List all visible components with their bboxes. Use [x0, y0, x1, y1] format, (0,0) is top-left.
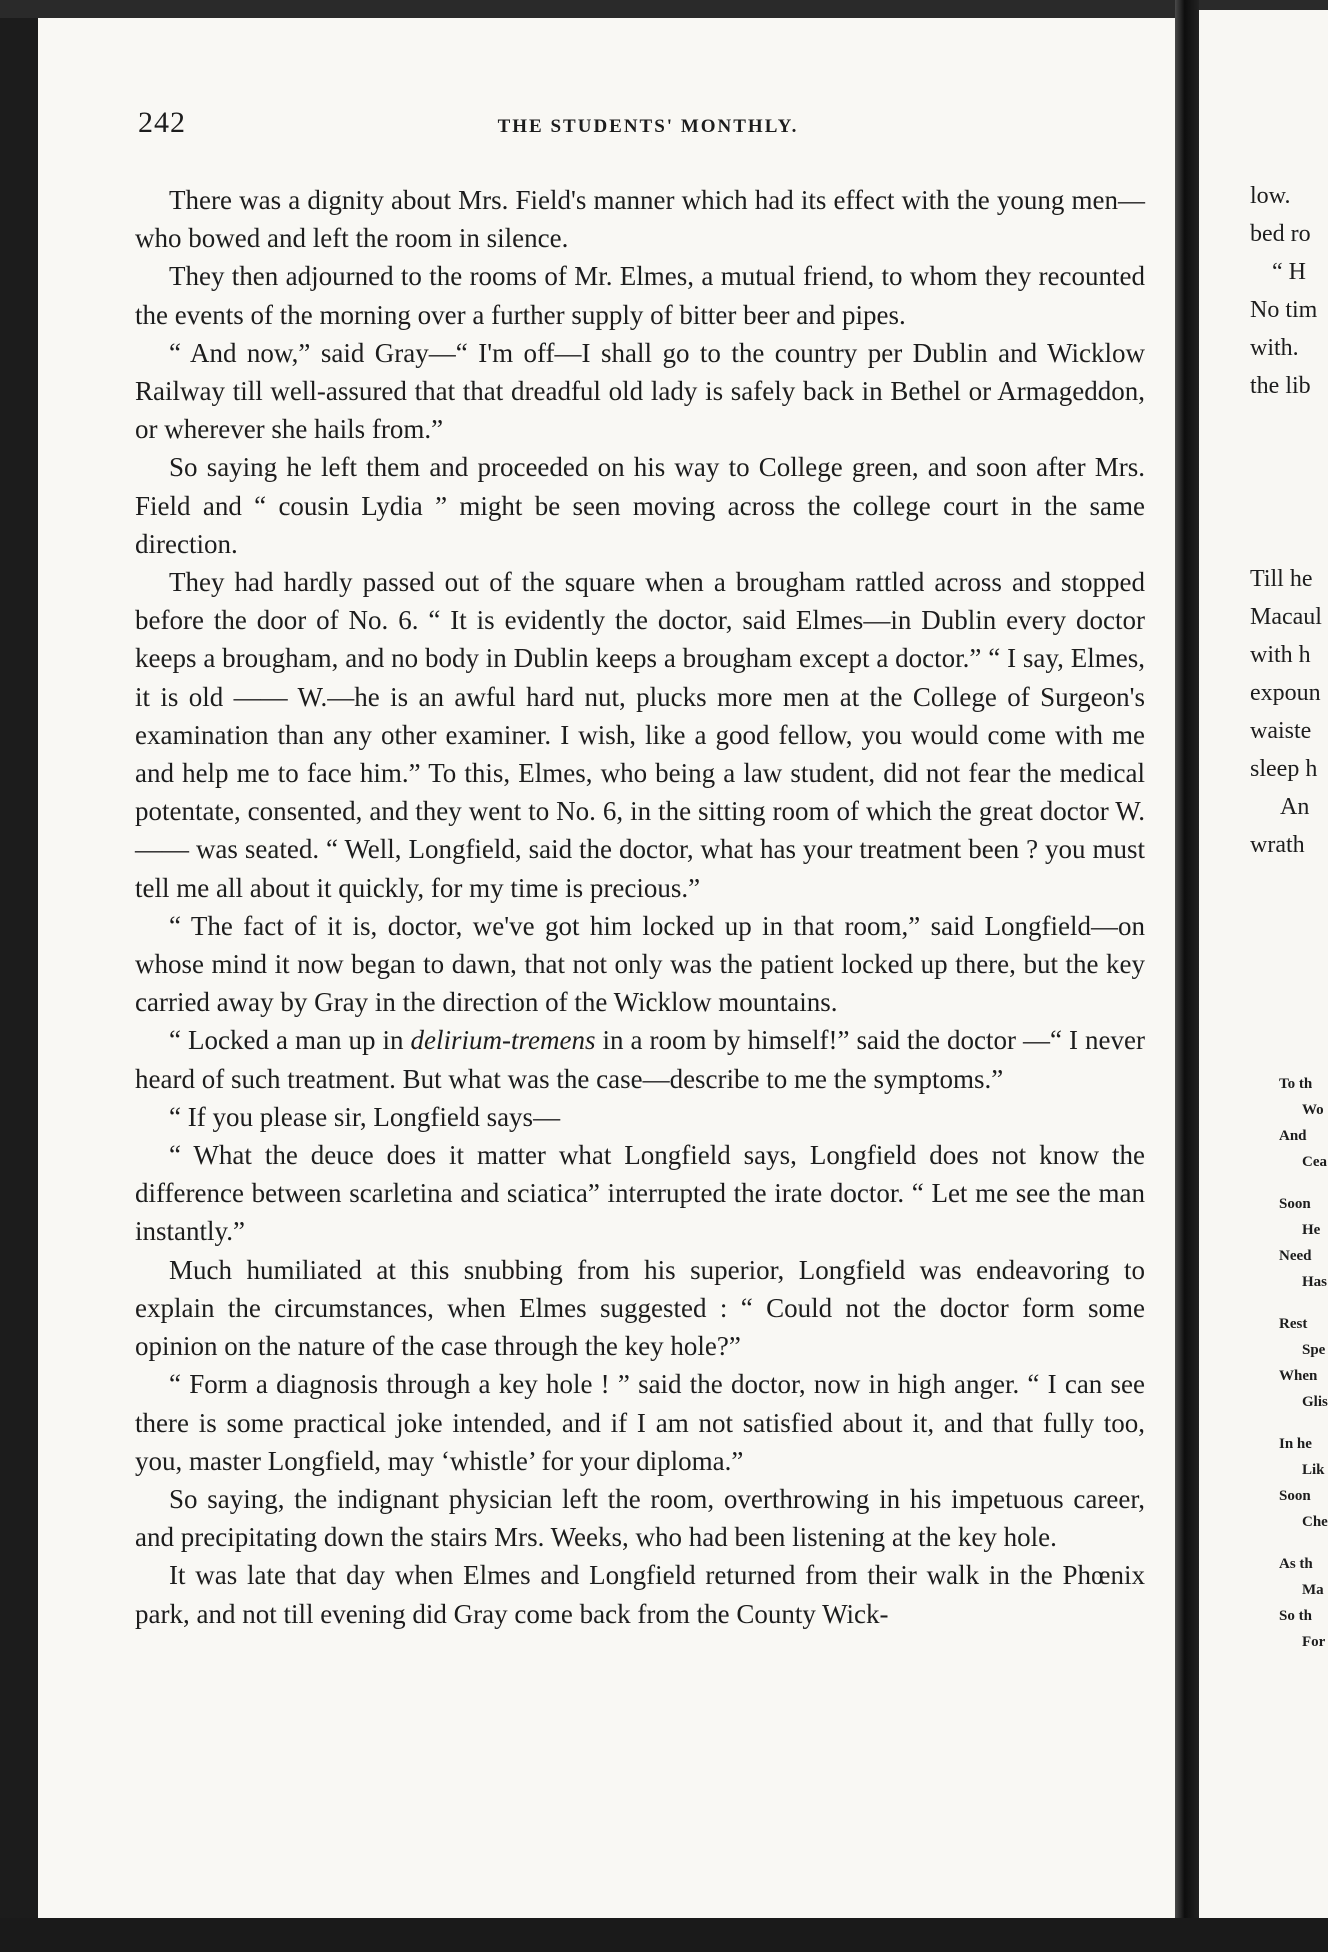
facing-page-edge	[1199, 10, 1328, 1922]
poem-fragment: And	[1279, 1128, 1307, 1144]
facing-fragment: No tim	[1250, 297, 1318, 323]
poem-fragment: He	[1302, 1222, 1321, 1238]
poem-fragment: Has	[1302, 1274, 1328, 1290]
facing-fragment: sleep h	[1250, 756, 1318, 782]
poem-fragment: Glis	[1302, 1394, 1328, 1410]
page-number: 242	[138, 106, 186, 139]
paragraph-8: “ If you please sir, Longfield says—	[169, 1101, 561, 1132]
running-head	[138, 106, 1158, 146]
facing-fragment: Macaul	[1250, 604, 1322, 630]
paragraph-2: They then adjourned to the rooms of Mr. Elmes, a mutual friend, to whom they recounted the events of the morning over a further supply of bitter beer and pipes.	[135, 261, 1145, 330]
facing-fragment: “ H	[1272, 259, 1306, 285]
book-gutter	[1175, 0, 1199, 1952]
facing-fragment: expoun	[1250, 680, 1321, 706]
facing-fragment: Till he	[1250, 566, 1313, 592]
scan-border-bottom	[0, 1918, 1328, 1952]
facing-fragment: with h	[1250, 642, 1311, 668]
poem-fragment: Ma	[1302, 1582, 1324, 1598]
poem-fragment: To th	[1279, 1076, 1313, 1092]
poem-fragment: Soon	[1279, 1488, 1311, 1504]
poem-fragment: In he	[1279, 1436, 1312, 1452]
paragraph-10: Much humiliated at this snubbing from his superior, Longfield was endeavoring to explain the circumstances, when Elmes suggested : “ Could not the doctor form some opinion on the nature of the case through the key hole?”	[135, 1254, 1145, 1362]
journal-title: THE STUDENTS' MONTHLY.	[497, 116, 799, 137]
poem-fragment: Cea	[1302, 1154, 1327, 1170]
poem-fragment: As th	[1279, 1556, 1313, 1572]
facing-fragment: bed ro	[1250, 221, 1311, 247]
poem-fragment: Rest	[1279, 1316, 1308, 1332]
paragraph-3: “ And now,” said Gray—“ I'm off—I shall go to the country per Dublin and Wicklow Railway till well-assured that that dreadful old lady is safely back in Bethel or Armageddon, or wherever she hails from.”	[135, 337, 1145, 445]
facing-fragment: the lib	[1250, 373, 1311, 399]
poem-fragment: Lik	[1302, 1462, 1325, 1478]
poem-fragment: Wo	[1302, 1102, 1324, 1118]
scan-border-top	[0, 0, 1328, 18]
article-body	[135, 181, 1145, 1633]
left-page	[38, 18, 1175, 1918]
poem-fragment: For	[1302, 1634, 1326, 1650]
poem-fragment: Soon	[1279, 1196, 1311, 1212]
facing-fragment: wrath	[1250, 832, 1305, 858]
paragraph-11: “ Form a diagnosis through a key hole ! ” said the doctor, now in high anger. “ I can see there is some practical joke intended, and if I am not satisfied about it, and that fully too, you, master Longfield, may ‘whistle’ for your diploma.”	[135, 1369, 1145, 1476]
poem-fragment: Che	[1302, 1514, 1328, 1530]
paragraph-13: It was late that day when Elmes and Longfield returned from their walk in the Phœnix park, and not till evening did Gray come back from the County Wick-	[135, 1560, 1145, 1629]
facing-fragment: waiste	[1250, 718, 1312, 744]
paragraph-12: So saying, the indignant physician left the room, overthrowing in his impetuous career, and precipitating down the stairs Mrs. Weeks, who had been listening at the key hole.	[135, 1483, 1145, 1553]
facing-fragment: An	[1280, 794, 1310, 820]
facing-fragment: with.	[1250, 335, 1299, 361]
paragraph-7-start: “ Locked a man up in	[169, 1025, 411, 1056]
poem-fragment: When	[1279, 1368, 1318, 1384]
poem-fragment: So th	[1279, 1608, 1312, 1624]
paragraph-4: So saying he left them and proceeded on his way to College green, and soon after Mrs. Field and “ cousin Lydia ” might be seen moving across the college court in the same direction.	[135, 452, 1145, 559]
paragraph-9: “ What the deuce does it matter what Longfield says, Longfield does not know the difference between scarletina and sciatica” interrupted the irate doctor. “ Let me see the man instantly.”	[135, 1140, 1145, 1247]
paragraph-7	[135, 1021, 1145, 1097]
poem-fragment: Spe	[1302, 1342, 1326, 1358]
paragraph-1: There was a dignity about Mrs. Field's manner which had its effect with the young men—who bowed and left the room in silence.	[135, 185, 1145, 254]
facing-fragment: low.	[1250, 183, 1291, 209]
italic-term: delirium-tremens	[410, 1025, 596, 1056]
paragraph-6: “ The fact of it is, doctor, we've got him locked up in that room,” said Longfield—on whose mind it now began to dawn, that not only was the patient locked up there, but the key carried away by Gray in the direction of the Wicklow mountains.	[135, 910, 1145, 1018]
paragraph-5: They had hardly passed out of the square when a brougham rattled across and stopped before the door of No. 6. “ It is evidently the doctor, said Elmes—in Dublin every doctor keeps a brougham, and no body in Dublin keeps a brougham except a doctor.” “ I say, Elmes, it is old —— W.—he is an awful hard nut, plucks more men at the College of Surgeon's examination than any other examiner. I wish, like a good fellow, you would come with me and help me to face him.” To this, Elmes, who being a law student, did not fear the medical potentate, consented, and they went to No. 6, in the sitting room of which the great doctor W. —— was seated. “ Well, Longfield, said the doctor, what has your treatment been ? you must tell me all about it quickly, for my time is precious.”	[135, 567, 1145, 903]
poem-fragment: Need	[1279, 1248, 1312, 1264]
paragraph-7-end: in a room by himself!” said the doctor —“ I never heard of such treatment. But what was the case—describe to me the symptoms.”	[135, 1025, 1145, 1094]
